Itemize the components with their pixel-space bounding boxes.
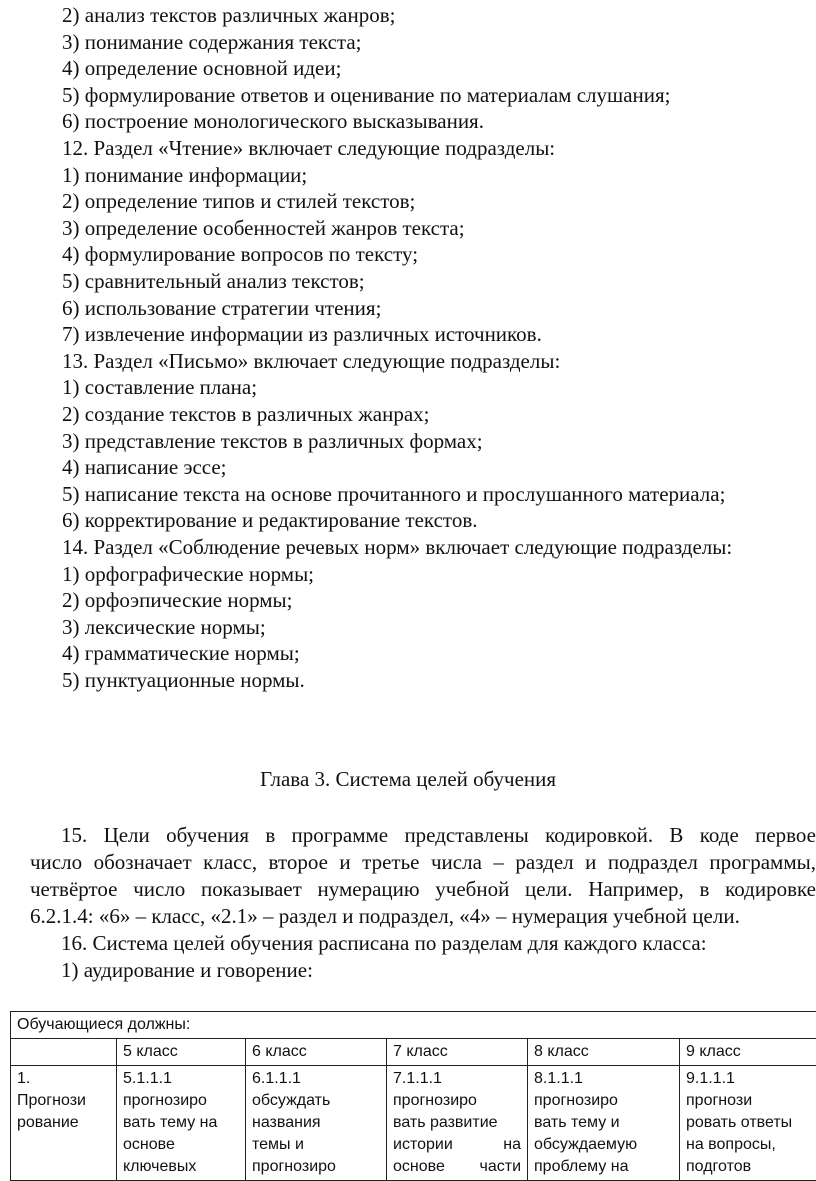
list-line: 14. Раздел «Соблюдение речевых норм» включает следующие подразделы: bbox=[62, 534, 732, 560]
chapter-heading: Глава 3. Система целей обучения bbox=[0, 766, 816, 792]
paragraph-line: 6.2.1.4: «6» – класс, «2.1» – раздел и подраздел, «4» – нумерация учебной цели. bbox=[30, 903, 816, 930]
cell-line: проблему на bbox=[534, 1156, 673, 1178]
paragraph-line: 15. Цели обучения в программе представлены кодировкой. В коде первое bbox=[30, 822, 816, 849]
grade-8-cell bbox=[528, 1066, 680, 1181]
section-cell bbox=[11, 1066, 117, 1181]
list-line: 3) понимание содержания текста; bbox=[62, 29, 362, 55]
list-line: 6) корректирование и редактирование текстов. bbox=[62, 507, 478, 533]
list-line: 4) формулирование вопросов по тексту; bbox=[62, 241, 418, 267]
cell-line: Прогнози bbox=[17, 1090, 110, 1112]
grade-9-cell bbox=[680, 1066, 816, 1181]
list-line: 1) понимание информации; bbox=[62, 162, 307, 188]
header-cell-grade-9: 9 класс bbox=[680, 1039, 816, 1066]
list-line: 5) сравнительный анализ текстов; bbox=[62, 268, 365, 294]
paragraph-15 bbox=[30, 822, 816, 984]
header-cell-grade-6: 6 класс bbox=[246, 1039, 387, 1066]
list-line: 13. Раздел «Письмо» включает следующие подразделы: bbox=[62, 348, 560, 374]
list-line: 1) составление плана; bbox=[62, 374, 257, 400]
list-line: 12. Раздел «Чтение» включает следующие подразделы: bbox=[62, 135, 555, 161]
list-line: 5) написание текста на основе прочитанного и прослушанного материала; bbox=[62, 481, 725, 507]
list-line: 1) орфографические нормы; bbox=[62, 561, 314, 587]
cell-line: прогнозиро bbox=[252, 1156, 380, 1178]
cell-line: обсуждать bbox=[252, 1090, 380, 1112]
cell-line: обсуждаемую bbox=[534, 1134, 673, 1156]
cell-line: прогнози bbox=[686, 1090, 814, 1112]
table-row bbox=[11, 1066, 816, 1181]
cell-line: названия bbox=[252, 1112, 380, 1134]
list-line: 5) формулирование ответов и оценивание по материалам слушания; bbox=[62, 82, 671, 108]
list-line: 4) грамматические нормы; bbox=[62, 640, 300, 666]
cell-line: ровать ответы bbox=[686, 1112, 814, 1134]
cell-line: основе bbox=[123, 1134, 239, 1156]
grade-5-cell bbox=[117, 1066, 246, 1181]
cell-line: 7.1.1.1 bbox=[393, 1068, 521, 1090]
cell-line: темы и bbox=[252, 1134, 380, 1156]
cell-line: вать тему на bbox=[123, 1112, 239, 1134]
header-cell-grade-5: 5 класс bbox=[117, 1039, 246, 1066]
cell-line: подготов bbox=[686, 1156, 814, 1178]
cell-line: вать развитие bbox=[393, 1112, 521, 1134]
list-line: 2) орфоэпические нормы; bbox=[62, 587, 293, 613]
list-line: 2) создание текстов в различных жанрах; bbox=[62, 401, 429, 427]
cell-line: на вопросы, bbox=[686, 1134, 814, 1156]
cell-line: основе части bbox=[393, 1156, 521, 1178]
cell-line: прогнозиро bbox=[393, 1090, 521, 1112]
list-line: 3) определение особенностей жанров текста; bbox=[62, 215, 465, 241]
cell-line: 6.1.1.1 bbox=[252, 1068, 380, 1090]
table-caption-row bbox=[11, 1012, 816, 1039]
paragraph-line: число обозначает класс, второе и третье числа – раздел и подраздел программы, bbox=[30, 849, 816, 876]
list-line: 2) анализ текстов различных жанров; bbox=[62, 2, 395, 28]
list-line: 4) определение основной идеи; bbox=[62, 55, 341, 81]
paragraph-line: четвёртое число показывает нумерацию учебной цели. Например, в кодировке bbox=[30, 876, 816, 903]
grade-6-cell bbox=[246, 1066, 387, 1181]
list-line: 7) извлечение информации из различных источников. bbox=[62, 321, 542, 347]
cell-line: рование bbox=[17, 1112, 110, 1134]
header-cell-grade-7: 7 класс bbox=[387, 1039, 528, 1066]
list-line: 6) построение монологического высказывания. bbox=[62, 108, 484, 134]
list-line: 3) лексические нормы; bbox=[62, 614, 266, 640]
learning-goals-table bbox=[10, 1011, 816, 1181]
cell-line: ключевых bbox=[123, 1156, 239, 1178]
grade-7-cell bbox=[387, 1066, 528, 1181]
list-line: 4) написание эссе; bbox=[62, 454, 227, 480]
cell-line: истории на bbox=[393, 1134, 521, 1156]
cell-line: 9.1.1.1 bbox=[686, 1068, 814, 1090]
paragraph-16: 16. Система целей обучения расписана по разделам для каждого класса: bbox=[30, 930, 816, 957]
table-header-row bbox=[11, 1039, 816, 1066]
header-cell-grade-8: 8 класс bbox=[528, 1039, 680, 1066]
cell-line: 8.1.1.1 bbox=[534, 1068, 673, 1090]
list-line: 5) пунктуационные нормы. bbox=[62, 667, 305, 693]
cell-line: вать тему и bbox=[534, 1112, 673, 1134]
list-line: 2) определение типов и стилей текстов; bbox=[62, 188, 415, 214]
cell-line: прогнозиро bbox=[123, 1090, 239, 1112]
cell-line: 1. bbox=[17, 1068, 110, 1090]
cell-line: прогнозиро bbox=[534, 1090, 673, 1112]
list-line: 3) представление текстов в различных формах; bbox=[62, 428, 483, 454]
subitem-listening: 1) аудирование и говорение: bbox=[30, 957, 816, 984]
cell-line: 5.1.1.1 bbox=[123, 1068, 239, 1090]
list-line: 6) использование стратегии чтения; bbox=[62, 295, 381, 321]
table-caption: Обучающиеся должны: bbox=[11, 1012, 816, 1039]
header-cell-empty bbox=[11, 1039, 117, 1066]
